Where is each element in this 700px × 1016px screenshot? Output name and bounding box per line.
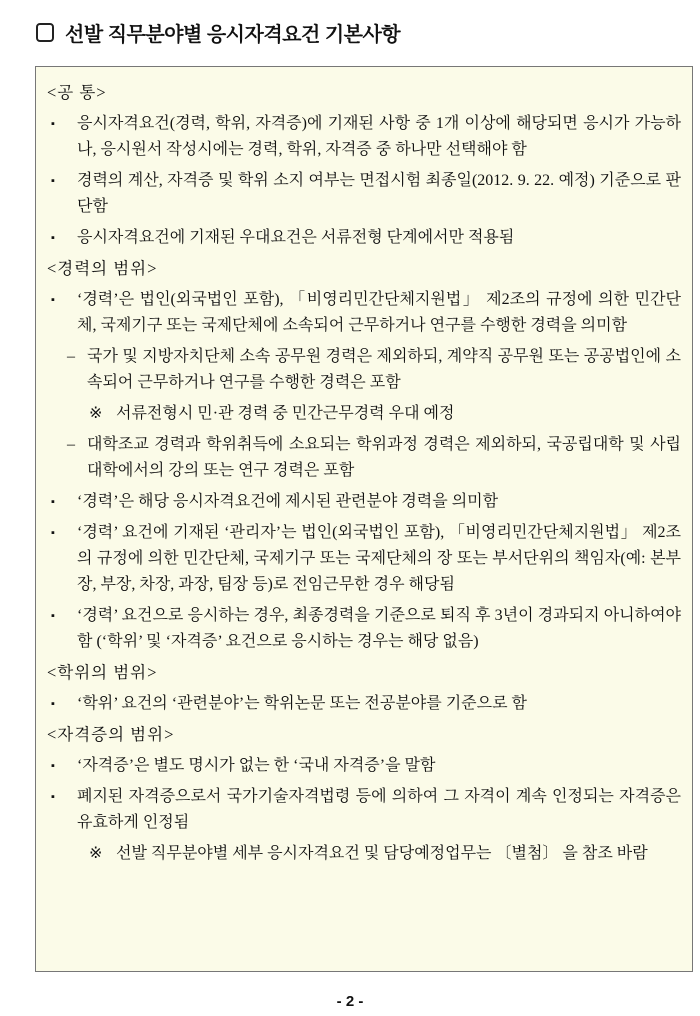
bullet-marker-icon: ▪ — [51, 527, 55, 539]
item-text: ‘학위’ 요건의 ‘관련분야’는 학위논문 또는 전공분야를 기준으로 함 — [77, 695, 527, 712]
item-text: 응시자격요건에 기재된 우대요건은 서류전형 단계에서만 적용됨 — [77, 229, 515, 246]
item-text: 선발 직무분야별 세부 응시자격요건 및 담당예정업무는 〔별첨〕 을 참조 바람 — [116, 845, 648, 862]
bullet-marker-icon: ▪ — [51, 610, 55, 622]
note-item — [47, 841, 681, 867]
page-number: - 2 - — [336, 993, 364, 1010]
page-title — [36, 18, 676, 47]
bullet-item — [47, 489, 681, 515]
bullet-item — [47, 520, 681, 598]
dash-marker-icon: – — [67, 348, 75, 365]
item-text: 폐지된 자격증으로서 국가기술자격법령 등에 의하여 그 자격이 계속 인정되는 자격증은 유효하게 인정됨 — [77, 788, 681, 831]
item-text: 대학조교 경력과 학위취득에 소요되는 학위과정 경력은 제외하되, 국공립대학 및 사립대학에서의 강의 또는 연구 경력은 포함 — [87, 436, 681, 479]
requirements-box — [35, 66, 693, 972]
section-heading: <경력의 범위> — [47, 259, 158, 278]
bullet-marker-icon: ▪ — [51, 698, 55, 710]
item-text: 응시자격요건(경력, 학위, 자격증)에 기재된 사항 중 1개 이상에 해당되면 응시가 가능하나, 응시원서 작성시에는 경력, 학위, 자격증 중 하나만 선택해야 함 — [77, 115, 681, 158]
bullet-marker-icon: ▪ — [51, 232, 55, 244]
dash-marker-icon: – — [67, 436, 75, 453]
item-text: 서류전형시 민·관 경력 중 민간근무경력 우대 예정 — [116, 405, 455, 422]
section-heading: <자격증의 범위> — [47, 725, 175, 744]
bullet-item — [47, 603, 681, 655]
item-text: ‘경력’은 법인(외국법인 포함), 「비영리민간단체지원법」 제2조의 규정에 의한 민간단체, 국제기구 또는 국제단체에 소속되어 근무하거나 연구를 수행한 경력을 의미함 — [77, 291, 681, 334]
item-text: 경력의 계산, 자격증 및 학위 소지 여부는 면접시험 최종일(2012. 9. 22. 예정) 기준으로 판단함 — [77, 172, 681, 215]
bullet-marker-icon: ▪ — [51, 294, 55, 306]
bullet-marker-icon: ▪ — [51, 496, 55, 508]
bullet-item — [47, 111, 681, 163]
page-title-text: 선발 직무분야별 응시자격요건 기본사항 — [65, 24, 401, 46]
note-marker-icon: ※ — [89, 845, 103, 862]
dash-item — [47, 432, 681, 484]
dash-item — [47, 344, 681, 396]
note-item — [47, 401, 681, 427]
bullet-item — [47, 287, 681, 339]
item-text: ‘경력’ 요건에 기재된 ‘관리자’는 법인(외국법인 포함), 「비영리민간단체지원법」 제2조의 규정에 의한 민간단체, 국제기구 또는 국제단체의 장 또는 부서단위의 책임자(예: 본부장, 부장, 차장, 과장, 팀장 등)로 전임근무한 경우 해당됨 — [77, 524, 681, 593]
item-text: ‘자격증’은 별도 명시가 없는 한 ‘국내 자격증’을 말함 — [77, 757, 436, 774]
square-checkbox-icon — [36, 23, 54, 42]
bullet-item — [47, 225, 681, 251]
note-marker-icon: ※ — [89, 405, 103, 422]
bullet-marker-icon: ▪ — [51, 760, 55, 772]
bullet-item — [47, 784, 681, 836]
item-text: ‘경력’ 요건으로 응시하는 경우, 최종경력을 기준으로 퇴직 후 3년이 경과되지 아니하여야 함 (‘학위’ 및 ‘자격증’ 요건으로 응시하는 경우는 해당 없음) — [77, 607, 681, 650]
section-heading: <학위의 범위> — [47, 663, 158, 682]
section-heading: <공 통> — [47, 83, 107, 102]
bullet-item — [47, 168, 681, 220]
bullet-item — [47, 691, 681, 717]
item-text: 국가 및 지방자치단체 소속 공무원 경력은 제외하되, 계약직 공무원 또는 공공법인에 소속되어 근무하거나 연구를 수행한 경력은 포함 — [87, 348, 681, 391]
bullet-marker-icon: ▪ — [51, 118, 55, 130]
bullet-item — [47, 753, 681, 779]
item-text: ‘경력’은 해당 응시자격요건에 제시된 관련분야 경력을 의미함 — [77, 493, 499, 510]
bullet-marker-icon: ▪ — [51, 175, 55, 187]
content-sections — [47, 80, 681, 867]
bullet-marker-icon: ▪ — [51, 791, 55, 803]
